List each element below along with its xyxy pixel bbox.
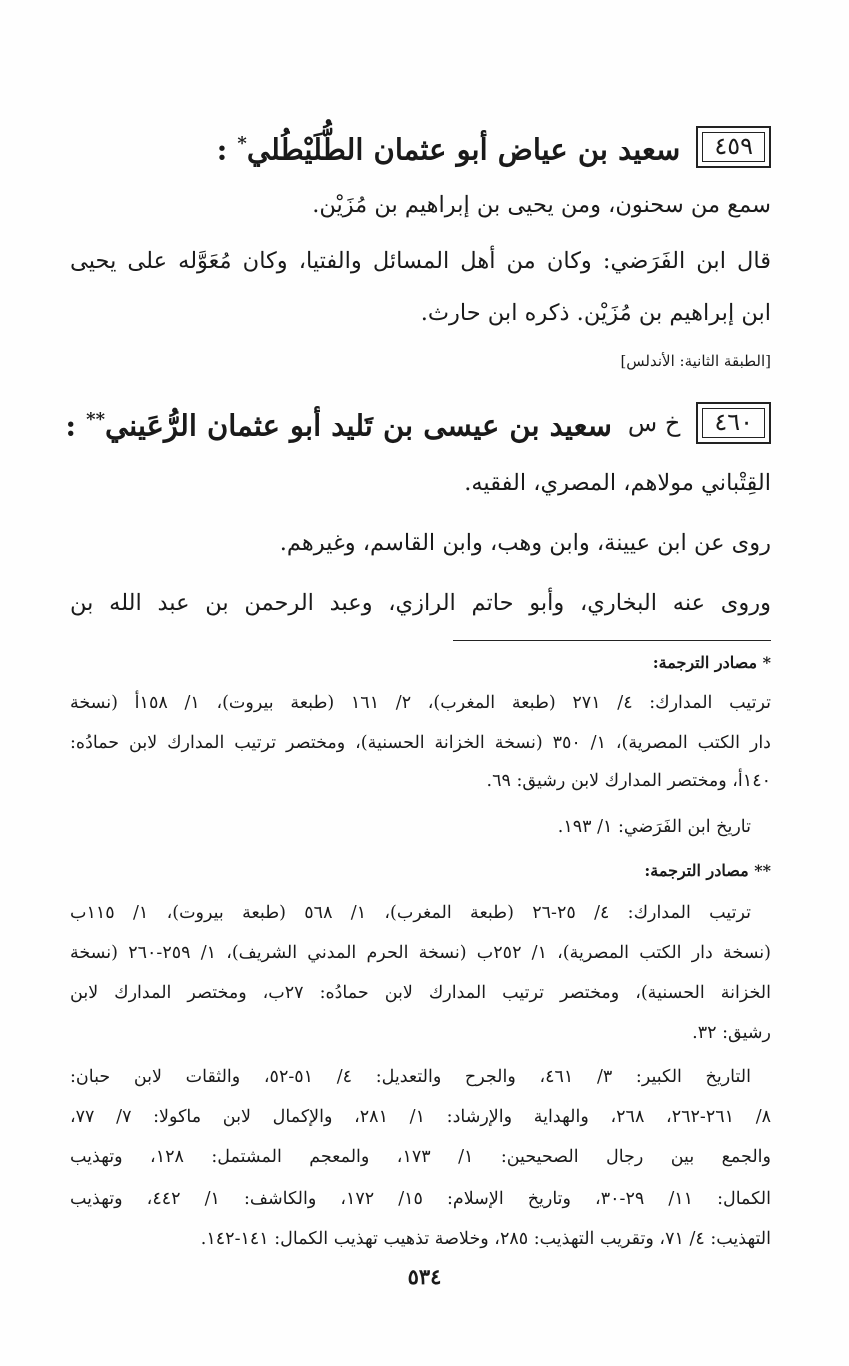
entry-459-heading bbox=[217, 122, 771, 172]
footnote-line: ترتيب المدارك: ٤/ ٢٧١ (طبعة المغرب)، ٢/ ١٦١ (طبعة بيروت)، ١/ ١٥٨أ (نسخة bbox=[70, 693, 771, 713]
footnote-heading: ** مصادر الترجمة: bbox=[644, 861, 771, 880]
text-line: قال ابن الفَرَضي: وكان من أهل المسائل والفتيا، وكان مُعَوَّله على يحيى bbox=[70, 248, 771, 274]
entry-number-box: ٤٦٠ bbox=[696, 402, 771, 444]
entry-number-box: ٤٥٩ bbox=[696, 126, 771, 168]
footnote-line: ترتيب المدارك: ٤/ ٢٥-٢٦ (طبعة المغرب)، ١/ ٥٦٨ (طبعة بيروت)، ١/ ١١٥ب bbox=[70, 903, 751, 923]
footnote-heading: * مصادر الترجمة: bbox=[652, 653, 771, 672]
text-line: وروى عنه البخاري، وأبو حاتم الرازي، وعبد الرحمن بن عبد الله بن bbox=[70, 590, 771, 616]
footnote-line: ١٤٠أ، ومختصر المدارك لابن رشيق: ٦٩. bbox=[486, 771, 771, 791]
footnote-line: التاريخ الكبير: ٣/ ٤٦١، والجرح والتعديل: ٤/ ٥١-٥٢، والثقات لابن حبان: bbox=[70, 1067, 751, 1087]
footnote-line: ٨/ ٢٦١-٢٦٢، ٢٦٨، والهداية والإرشاد: ١/ ٢٨١، والإكمال لابن ماكولا: ٧/ ٧٧، bbox=[70, 1107, 771, 1127]
footnote-line: الخزانة الحسنية)، ومختصر ترتيب المدارك لابن حمادُه: ٢٧ب، ومختصر المدارك لابن bbox=[70, 983, 771, 1003]
text-line: ابن إبراهيم بن مُزَيْن. ذكره ابن حارث. bbox=[420, 300, 771, 326]
entry-460-heading bbox=[65, 398, 771, 448]
entry-sigla: خ س bbox=[627, 408, 681, 437]
entry-title: سعيد بن عيسى بن تَليد أبو عثمان الرُّعَيني** : bbox=[65, 408, 612, 443]
footnote-line: والجمع بين رجال الصحيحين: ١/ ١٧٣، والمعجم المشتمل: ١٢٨، وتهذيب bbox=[70, 1147, 771, 1167]
text-line: روى عن ابن عيينة، وابن وهب، وابن القاسم، وغيرهم. bbox=[279, 530, 771, 556]
text-line: القِتْباني مولاهم، المصري، الفقيه. bbox=[464, 470, 771, 496]
footnote-line: دار الكتب المصرية)، ١/ ٣٥٠ (نسخة الخزانة الحسنية)، ومختصر ترتيب المدارك لابن حمادُه: bbox=[70, 733, 771, 753]
footnote-line: (نسخة دار الكتب المصرية)، ١/ ٢٥٢ب (نسخة الحرم المدني الشريف)، ١/ ٢٥٩-٢٦٠ (نسخة bbox=[70, 943, 771, 963]
footnote-marker: * bbox=[237, 133, 247, 154]
footnote-line: التهذيب: ٤/ ٧١، وتقريب التهذيب: ٢٨٥، وخلاصة تذهيب تهذيب الكمال: ١٤١-١٤٢. bbox=[200, 1229, 771, 1249]
text-line: سمع من سحنون، ومن يحيى بن إبراهيم بن مُزَيْن. bbox=[312, 192, 771, 218]
footnote-marker: ** bbox=[86, 409, 105, 430]
page-number: ٥٣٤ bbox=[407, 1264, 442, 1289]
footnote-line: رشيق: ٣٢. bbox=[692, 1023, 771, 1043]
section-marker: [الطبقة الثانية: الأندلس] bbox=[620, 352, 771, 370]
footnote-line: تاريخ ابن الفَرَضي: ١/ ١٩٣. bbox=[557, 817, 751, 837]
footnote-separator bbox=[453, 640, 771, 641]
entry-title: سعيد بن عياض أبو عثمان الطُّلَيْطُلي* : bbox=[216, 132, 681, 167]
footnote-line: الكمال: ١١/ ٢٩-٣٠، وتاريخ الإسلام: ١٥/ ١٧٢، والكاشف: ١/ ٤٤٢، وتهذيب bbox=[70, 1189, 771, 1209]
